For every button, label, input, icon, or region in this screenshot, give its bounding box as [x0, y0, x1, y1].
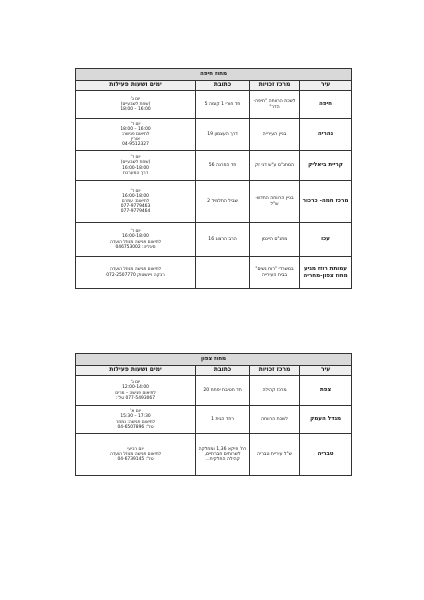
city-cell: נהריה [300, 119, 352, 151]
table-row [76, 119, 352, 151]
hours-cell: יום רביעי לתיאום פגישה מנוזל הועדה טל': 04-6739145 [76, 434, 196, 476]
hours-cell: יום ד' 16:00 – 18:00 לתיאום פגישה: אורין 04-9512327 [76, 119, 196, 151]
address-cell: רח' פיקא 1,36 ומחלקה לשרותים חברתיים, קהילה החלקית... [196, 434, 250, 476]
city-cell: טבריה [300, 434, 352, 476]
center-cell: לשכת הרווחה [250, 406, 300, 434]
header-address: כתובת [196, 366, 250, 376]
city-cell: קריית ביאליק [300, 151, 352, 181]
center-cell: המתנ"ס ע"ש דני זק [250, 151, 300, 181]
table-row [76, 91, 352, 119]
center-cell: ש"ל עיריית טבריה [250, 434, 300, 476]
city-cell: עמותת רוזז מגיע מחוז צפון-מחריה [300, 257, 352, 289]
hours-cell: יום ג' 12:00-14:00 לתיאום פגישה – מרים 077-5493067 טל': [76, 376, 196, 406]
address-cell: רחד הגית 1 [196, 406, 250, 434]
hours-cell: לתיאום פגישה מנוזל הועדה רבקה ויינשטוק 072-2507770 [76, 257, 196, 289]
table-row [76, 257, 352, 289]
center-cell: מתנ"ס היינמן [250, 223, 300, 257]
table-row [76, 181, 352, 223]
table-row [76, 406, 352, 434]
header-address: כתובת [196, 81, 250, 91]
hours-cell: יום ד' 16:00-18:00 לתיאום פגישה מנוזל הועדה סיגליה: 046753002 [76, 223, 196, 257]
address-cell: חד הפרגה 56 [196, 151, 250, 181]
table-row [76, 151, 352, 181]
north-district-table [75, 353, 352, 476]
address-cell [196, 257, 250, 289]
table-row [76, 434, 352, 476]
district-title: מחוז צפון [76, 354, 352, 366]
city-cell: מרכז חמה- כרכור [300, 181, 352, 223]
header-center: מרכז זכויות [250, 81, 300, 91]
address-cell: דרך העצמון 19 [196, 119, 250, 151]
header-city: עיר [300, 81, 352, 91]
header-center: מרכז זכויות [250, 366, 300, 376]
city-cell: עכו [300, 223, 352, 257]
header-hours: ימים ושעות פעילות [76, 81, 196, 91]
address-cell: חד חטיבת יפתח 20 [196, 376, 250, 406]
city-cell: חיפה [300, 91, 352, 119]
city-cell: צפת [300, 376, 352, 406]
table-row [76, 376, 352, 406]
header-hours: ימים ושעות פעילות [76, 366, 196, 376]
hours-cell: יום ג' (שחת לשבעיים) 16:00 – 18:00 [76, 91, 196, 119]
center-cell: במשרדי "רוח נשים" בבית העירייה [250, 257, 300, 289]
table-row [76, 223, 352, 257]
address-cell: חד חורי 1 קומה 5 [196, 91, 250, 119]
address-cell: שביל התלמיד 2 [196, 181, 250, 223]
haifa-district-table [75, 68, 352, 289]
center-cell: בניין הרווחה החדש- ש"ל [250, 181, 300, 223]
address-cell: הרב הרצוג 16 [196, 223, 250, 257]
center-cell: בניין העירייה [250, 119, 300, 151]
hours-cell: יום א' 17:30 – 15:30 לתיאום פגישה: נמחר טל': 04-6507896 [76, 406, 196, 434]
district-title: מחוז חיפה [76, 69, 352, 81]
hours-cell: יום ד' (שחת לשבעיים) 16:00-18:00 דרך המערכת [76, 151, 196, 181]
center-cell: לשכת הרווחה "חיפה- הדר" [250, 91, 300, 119]
header-city: עיר [300, 366, 352, 376]
center-cell: מרכז קהילה [250, 376, 300, 406]
hours-cell: יום ד' 16:00-18:00 לתיאום: עמרם 077-9779463 077-9779464 [76, 181, 196, 223]
city-cell: מגדל העמק [300, 406, 352, 434]
